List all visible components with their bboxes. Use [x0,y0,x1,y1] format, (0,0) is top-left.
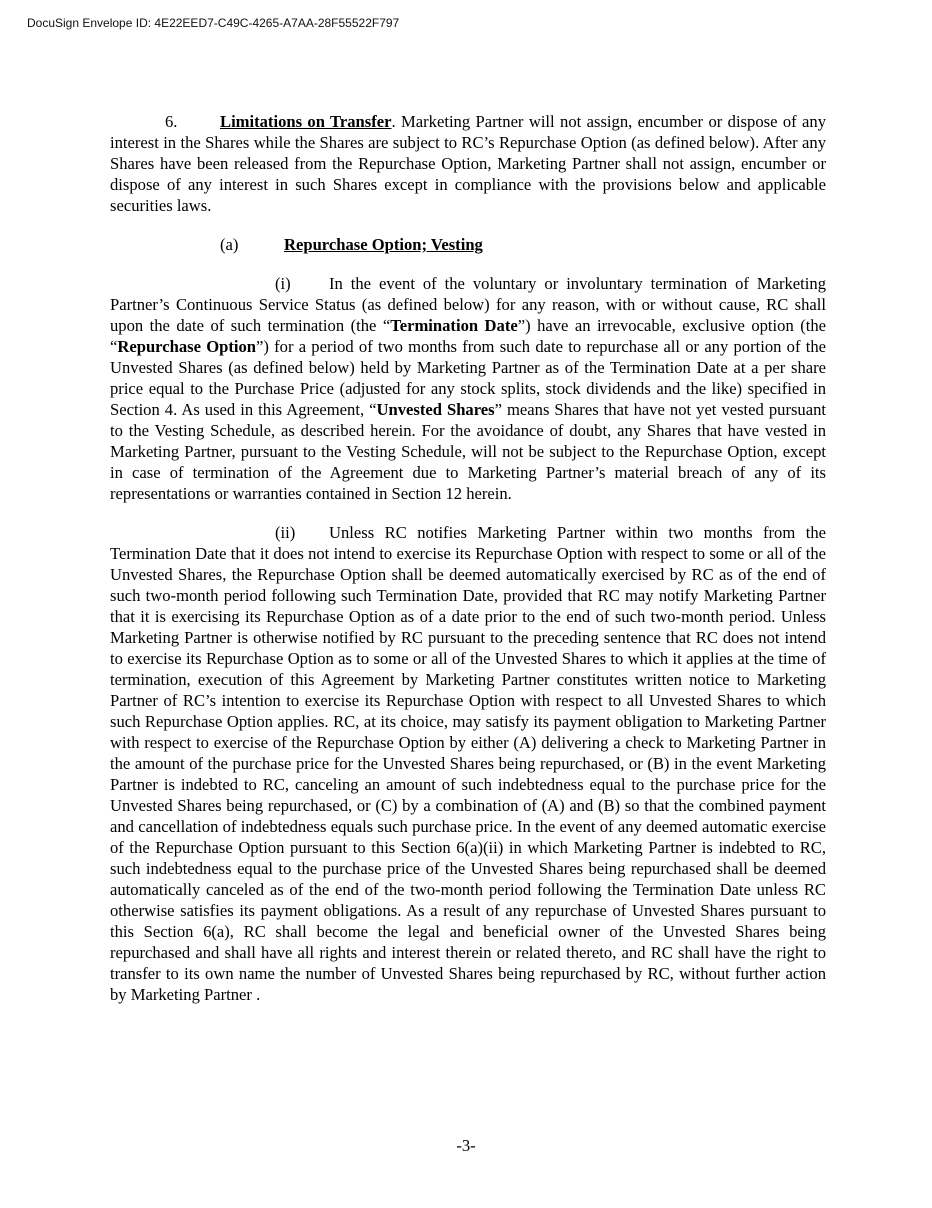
section-number: 6. [165,112,178,131]
paragraph-ii-text: Unless RC notifies Marketing Partner within two months from the Termination Date that it does not intend to exercise its Repurchase Option with respect to some or all of the Unvested Shares, the Repurchase Option shall be deemed automatically exercised by RC as of the end of such two-month period following such Termination Date, provided that RC may notify Marketing Partner that it is exercising its Repurchase Option as of a date prior to the end of such two-month period. Unless Marketing Partner is otherwise notified by RC pursuant to the preceding sentence that RC does not intend to exercise its Repurchase Option as to some or all of the Unvested Shares to which it applies at the time of termination, execution of this Agreement by Marketing Partner constitutes written notice to Marketing Partner of RC’s intention to exercise its Repurchase Option with respect to all Unvested Shares to which such Repurchase Option applies. RC, at its choice, may satisfy its payment obligation to Marketing Partner with respect to exercise of the Repurchase Option by either (A) delivering a check to Marketing Partner in the amount of the purchase price for the Unvested Shares being repurchased, or (B) in the event Marketing Partner is indebted to RC, canceling an amount of such indebtedness equal to the purchase price for the Unvested Shares being repurchased, or (C) by a combination of (A) and (B) so that the combined payment and cancellation of indebtedness equals such purchase price. In the event of any deemed automatic exercise of the Repurchase Option pursuant to this Section 6(a)(ii) in which Marketing Partner is indebted to RC, such indebtedness equal to the purchase price of the Unvested Shares being repurchased shall be deemed automatically canceled as of the end of the two-month period following the Termination Date unless RC otherwise satisfies its payment obligations. As a result of any repurchase of Unvested Shares pursuant to this Section 6(a), RC shall become the legal and beneficial owner of the Unvested Shares being repurchased and shall have all rights and interest therein or related thereto, and RC shall have the right to transfer to its own name the number of Unvested Shares being repurchased by RC, without further action by Marketing Partner . [110,523,826,1004]
subsection-a-heading [110,234,826,255]
defined-term-repurchase-option: Repurchase Option [117,337,256,356]
defined-term-termination-date: Termination Date [390,316,518,335]
paragraph-i-text-1: In the event of the voluntary or involuntary termination of Marketing Partner’s Continuous Service Status (as defined below) for any reason, with or without cause, RC shall upon the date of such termination (the “ [110,274,826,335]
page-number: -3- [456,1136,476,1155]
section-title: Limitations on Transfer [220,112,392,131]
docusign-envelope-id: DocuSign Envelope ID: 4E22EED7-C49C-4265-A7AA-28F55522F797 [27,16,400,30]
paragraph-i [110,273,826,504]
paragraph-i-text-3: ”) for a period of two months from such date to repurchase all or any portion of the Unvested Shares (as defined below) held by Marketing Partner as of the Termination Date at a per share price equal to the Purchase Price (adjusted for any stock splits, stock dividends and the like) specified in Section 4. As used in this Agreement, “ [110,337,827,419]
paragraph-ii-label: (ii) [275,523,296,542]
section-text: . Marketing Partner will not assign, encumber or dispose of any interest in the Shares while the Shares are subject to RC’s Repurchase Option (as defined below). After any Shares have been released from the Repurchase Option, Marketing Partner shall not assign, encumber or dispose of any interest in such Shares except in compliance with the provisions below and applicable securities laws. [110,112,826,215]
defined-term-unvested-shares: Unvested Shares [376,400,495,419]
section-6-paragraph [110,111,826,216]
document-body [110,111,826,1005]
paragraph-ii [110,522,826,1005]
subsection-title: Repurchase Option; Vesting [284,235,483,254]
subsection-label: (a) [220,235,239,254]
paragraph-i-label: (i) [275,274,291,293]
paragraph-i-text-2: ”) have an irrevocable, exclusive option (the “ [110,316,826,356]
paragraph-i-text-4: ” means Shares that have not yet vested pursuant to the Vesting Schedule, as described herein. For the avoidance of doubt, any Shares that have vested in Marketing Partner, pursuant to the Vesting Schedule, will not be subject to the Repurchase Option, except in case of termination of the Agreement due to Marketing Partner’s material breach of any of its representations or warranties contained in Section 12 herein. [110,400,826,503]
